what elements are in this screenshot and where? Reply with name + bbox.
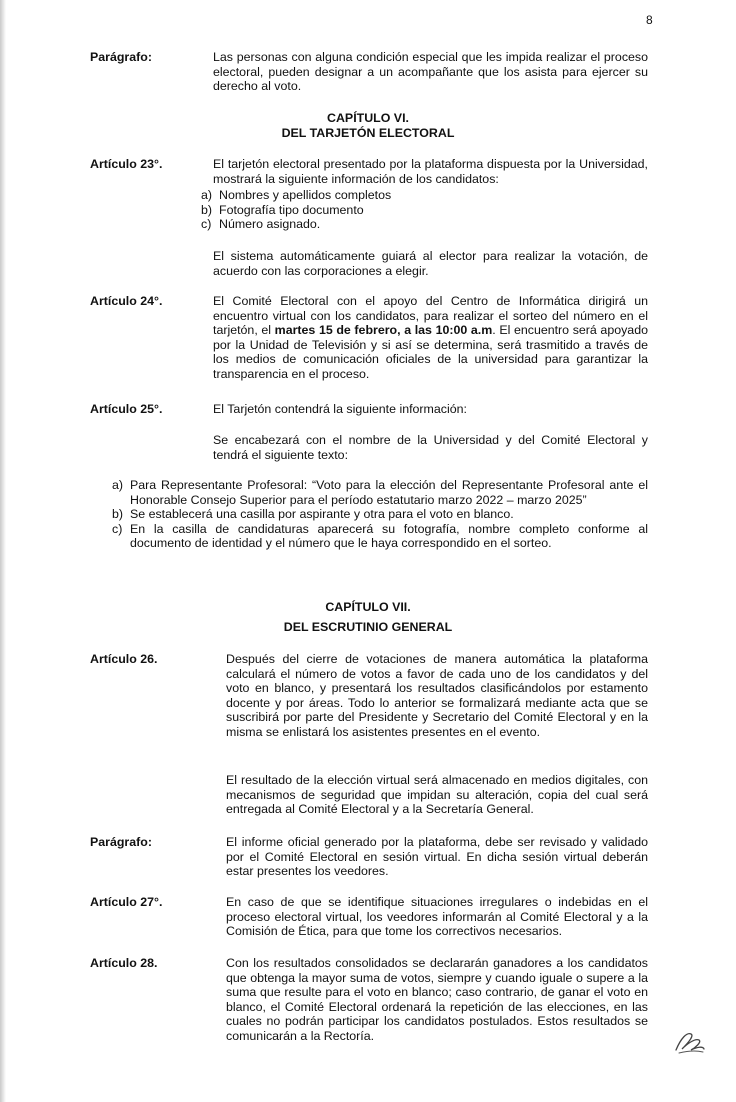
- article-25-list: [112, 478, 648, 551]
- section-text: Las personas con alguna condición especial que les impida realizar el proceso electoral, pueden designar a un acompañante que los asista para ejercer su derecho al voto.: [213, 50, 648, 94]
- chapter-subtitle: DEL ESCRUTINIO GENERAL: [283, 620, 453, 634]
- article-text: El tarjetón electoral presentado por la plataforma dispuesta por la Universidad, mostrará la siguiente información de los candidatos:: [213, 157, 648, 186]
- article-text: El resultado de la elección virtual será almacenado en medios digitales, con mecanismos de seguridad que impidan su alteración, copia del cual será entregada al Comité Electoral y a la Secretaría General.: [226, 773, 648, 817]
- list-item: c) Número asignado.: [201, 217, 321, 232]
- article-text: Después del cierre de votaciones de manera automática la plataforma calculará el número de votos a favor de cada uno de los candidatos y del voto en blanco, y presentará los resultados clasificándolos por estamento docente y por áreas. Todo lo anterior se formalizará mediante acta que se suscribirá por parte del Presidente y Secretario del Comité Electoral y en la misma se enlistará los asistentes presentes en el evento.: [226, 652, 648, 739]
- article-label: Artículo 25°.: [90, 402, 163, 416]
- list-item: b) Fotografía tipo documento: [201, 202, 364, 217]
- chapter-title: CAPÍTULO VI.: [327, 111, 409, 125]
- list-item: a) Para Representante Profesoral: “Voto para la elección del Representante Profesoral ante el Honorable Consejo Superior para el período estatutario marzo 2022 – marzo 2025”: [112, 478, 648, 507]
- article-label: Artículo 26.: [90, 652, 158, 666]
- bold-date: martes 15 de febrero, a las 10:00 a.m: [274, 323, 493, 338]
- page-number: 8: [646, 13, 653, 27]
- article-text: El Tarjetón contendrá la siguiente información:: [213, 402, 467, 416]
- list-item: a) Nombres y apellidos completos: [201, 188, 392, 202]
- list-item: b) Se establecerá una casilla por aspirante y otra para el voto en blanco.: [112, 507, 514, 522]
- section-text: El informe oficial generado por la plataforma, debe ser revisado y validado por el Comité Electoral en sesión virtual. En dicha sesión virtual deberán estar presentes los veedores.: [226, 835, 648, 879]
- page-shadow-edge: [0, 0, 6, 1102]
- article-text: En caso de que se identifique situaciones irregulares o indebidas en el proceso electoral virtual, los veedores informarán al Comité Electoral y a la Comisión de Ética, para que tome los correctivos necesarios.: [226, 895, 648, 939]
- list-item: c) En la casilla de candidaturas aparecerá su fotografía, nombre completo conforme al documento de identidad y el número que le haya correspondido en el sorteo.: [112, 521, 648, 551]
- article-text: El Comité Electoral con el apoyo del Centro de Informática dirigirá un encuentro virtual con los candidatos, para realizar el sorteo del número en el tarjetón, el martes 15 de febrero, a las 10:00 a.m. El encuentro será apoyado por la Unidad de Televisión y si así se determina, será trasmitido a través de los medios de comunicación oficiales de la universidad para garantizar la transparencia en el proceso.: [213, 294, 648, 381]
- chapter-subtitle: DEL TARJETÓN ELECTORAL: [281, 126, 455, 140]
- chapter-title: CAPÍTULO VII.: [325, 600, 411, 614]
- section-label: Parágrafo:: [90, 835, 152, 849]
- article-23-list: [201, 188, 648, 232]
- article-label: Artículo 23°.: [90, 157, 163, 171]
- handwritten-initials-icon: [673, 1028, 707, 1056]
- article-label: Artículo 27°.: [90, 895, 163, 909]
- article-label: Artículo 24°.: [90, 294, 163, 308]
- article-text: El sistema automáticamente guiará al elector para realizar la votación, de acuerdo con las corporaciones a elegir.: [213, 249, 648, 278]
- section-label: Parágrafo:: [90, 50, 152, 64]
- article-text: Con los resultados consolidados se declararán ganadores a los candidatos que obtenga la mayor suma de votos, siempre y cuando iguale o supere a la suma que resulte para el voto en blanco; caso contrario, de ganar el voto en blanco, el Comité Electoral ordenará la repetición de las elecciones, en las cuales no podrán participar los candidatos postulados. Estos resultados se comunicarán a la Rectoría.: [226, 956, 648, 1043]
- article-text: Se encabezará con el nombre de la Universidad y del Comité Electoral y tendrá el siguiente texto:: [213, 433, 648, 462]
- article-label: Artículo 28.: [90, 956, 158, 970]
